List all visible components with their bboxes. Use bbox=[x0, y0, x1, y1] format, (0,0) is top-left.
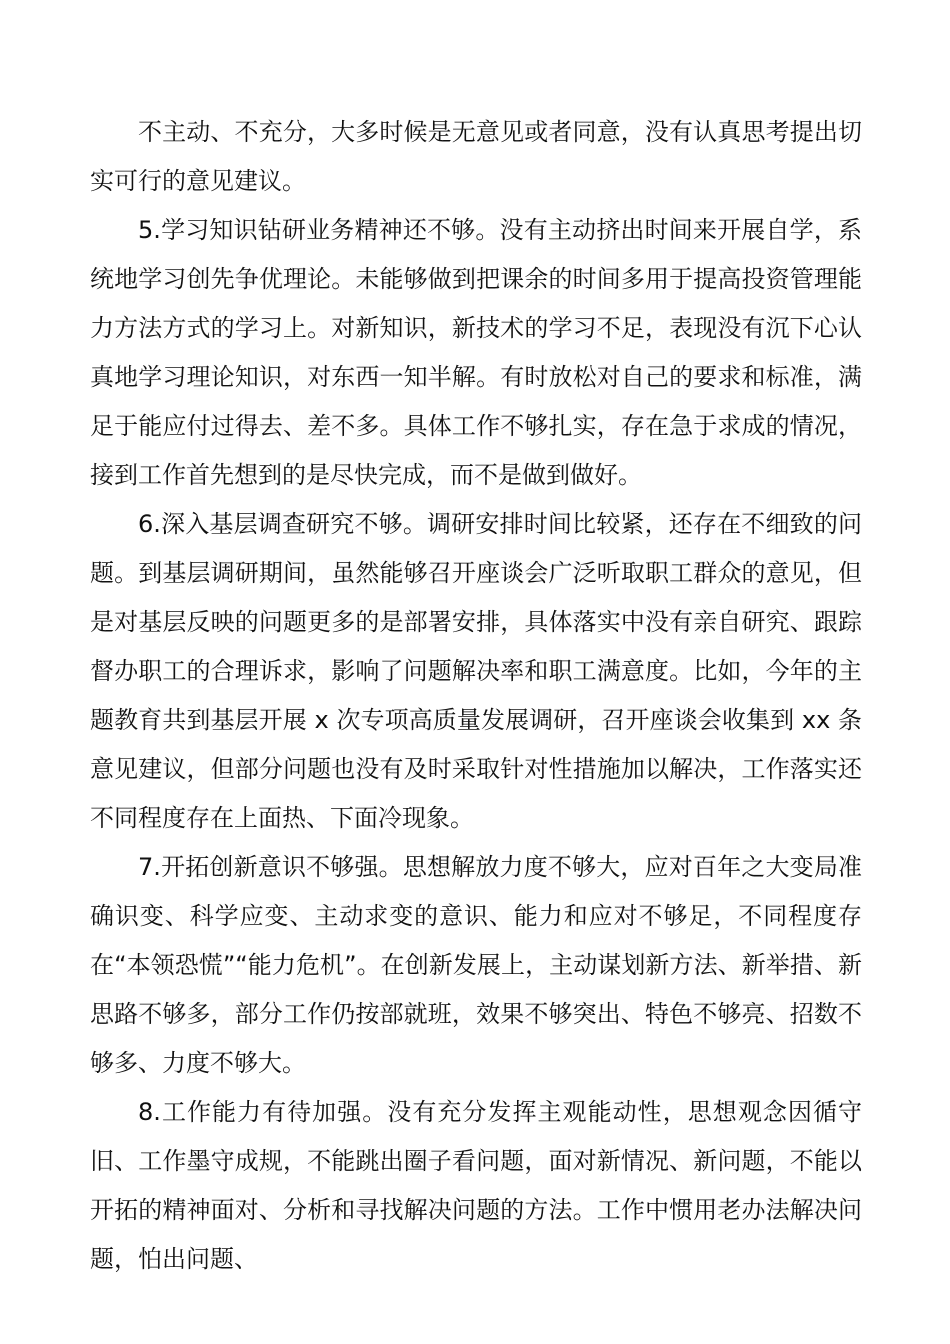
paragraph-continuation: 不主动、不充分，大多时候是无意见或者同意，没有认真思考提出切实可行的意见建议。 bbox=[90, 118, 862, 195]
paragraph-item-5: 5.学习知识钻研业务精神还不够。没有主动挤出时间来开展自学，系统地学习创先争优理论。未能够做到把课余的时间多用于提高投资管理能力方法方式的学习上。对新知识，新技术的学习不足，表现没有沉下心认真地学习理论知识，对东西一知半解。有时放松对自己的要求和标准，满足于能应付过得去、差不多。具体工作不够扎实，存在急于求成的情况，接到工作首先想到的是尽快完成，而不是做到做好。 bbox=[90, 216, 862, 489]
paragraph-item-6: 6.深入基层调查研究不够。调研安排时间比较紧，还存在不细致的问题。到基层调研期间，虽然能够召开座谈会广泛听取职工群众的意见，但是对基层反映的问题更多的是部署安排，具体落实中没有亲自研究、跟踪督办职工的合理诉求，影响了问题解决率和职工满意度。比如，今年的主题教育共到基层开展 x 次专项高质量发展调研，召开座谈会收集到 xx 条意见建议，但部分问题也没有及时采取针对性措施加以解决，工作落实还不同程度存在上面热、下面冷现象。 bbox=[90, 510, 862, 832]
document-page bbox=[90, 108, 862, 1284]
paragraph-item-7: 7.开拓创新意识不够强。思想解放力度不够大，应对百年之大变局准确识变、科学应变、主动求变的意识、能力和应对不够足，不同程度存在“本领恐慌”“能力危机”。在创新发展上，主动谋划新方法、新举措、新思路不够多，部分工作仍按部就班，效果不够突出、特色不够亮、招数不够多、力度不够大。 bbox=[90, 853, 862, 1077]
paragraph-item-8: 8.工作能力有待加强。没有充分发挥主观能动性，思想观念因循守旧、工作墨守成规，不能跳出圈子看问题，面对新情况、新问题，不能以开拓的精神面对、分析和寻找解决问题的方法。工作中惯用老办法解决问题，怕出问题、 bbox=[90, 1098, 862, 1273]
